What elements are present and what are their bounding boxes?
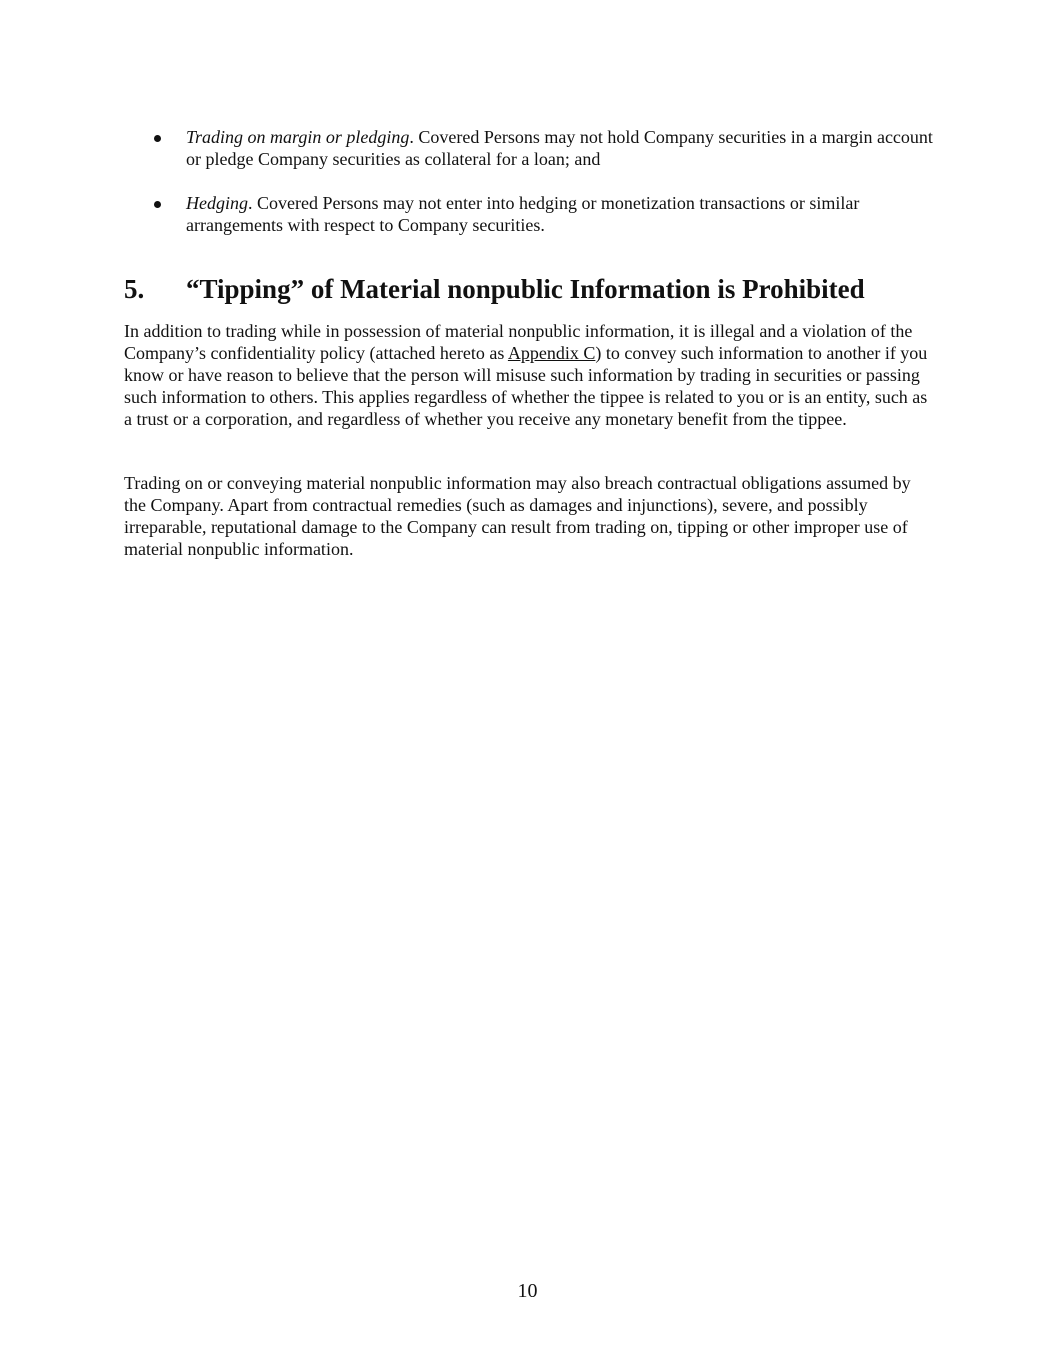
section-title: “Tipping” of Material nonpublic Information is Prohibited [186,274,865,304]
paragraph-contractual [124,472,936,560]
bullet-lead-term: Trading on margin or pledging [186,127,410,147]
list-item-hedging [124,192,934,236]
list-item-margin-pledging [124,126,934,170]
bullet-icon [154,135,161,142]
paragraph-text: ) to convey such information to another if you know or have reason to believe that the person will misuse such information by trading in securities or passing such information to others. This applies regardless of whether the tippee is related to you or is an entity, such as a trust or a corporation, and regardless of whether you receive any monetary benefit from the tippee. [124,343,928,429]
paragraph-text: In addition to trading while in possession of material nonpublic information, it is illegal and a violation of the Company’s confidentiality policy (attached hereto as [124,321,913,363]
page-number: 10 [517,1280,538,1302]
bullet-text: . Covered Persons may not enter into hedging or monetization transactions or similar arrangements with respect to Company securities. [186,193,860,235]
paragraph-text: Trading on or conveying material nonpublic information may also breach contractual obligations assumed by the Company. Apart from contractual remedies (such as damages and injunctions), severe, and possibly irreparable, reputational damage to the Company can result from trading on, tipping or other improper use of material nonpublic information. [124,473,911,559]
prohibited-transactions-list [124,126,934,258]
section-number: 5. [124,274,145,304]
paragraph-tipping [124,320,936,430]
bullet-lead-term: Hedging [186,193,248,213]
appendix-c-reference: Appendix C [507,343,596,363]
bullet-text: . Covered Persons may not hold Company securities in a margin account or pledge Company securities as collateral for a loan; and [186,127,933,169]
section-heading [124,274,934,304]
bullet-icon [154,201,161,208]
